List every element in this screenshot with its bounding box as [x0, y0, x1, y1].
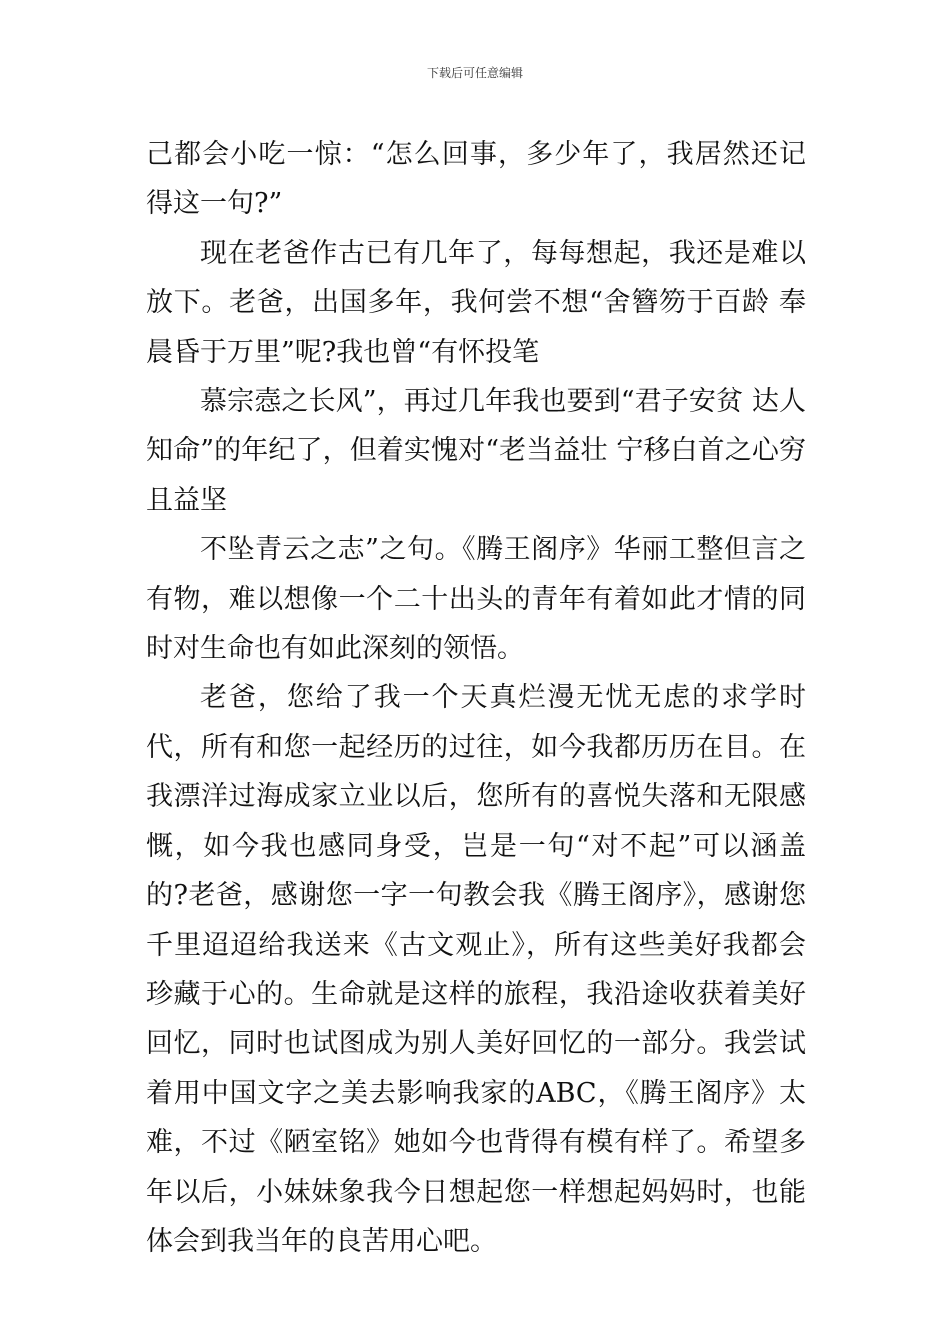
paragraph: 不坠青云之志”之句。《腾王阁序》华丽工整但言之有物，难以想像一个二十出头的青年有着如此才情的同时对生命也有如此深刻的领悟。 — [146, 534, 806, 665]
header-note: 下载后可任意编辑 — [426, 66, 523, 80]
paragraph: 现在老爸作古已有几年了，每每想起，我还是难以放下。老爸，出国多年，我何尝不想“舍簪笏于百龄 奉晨昏于万里”呢?我也曾“有怀投笔 — [146, 237, 806, 368]
page-header — [0, 66, 950, 80]
paragraph: 己都会小吃一惊：“怎么回事，多少年了，我居然还记得这一句?” — [146, 139, 806, 220]
paragraph: 慕宗悫之长风”，再过几年我也要到“君子安贫 达人知命”的年纪了，但着实愧对“老当益壮 宁移白首之心穷且益坚 — [146, 386, 806, 516]
document-body — [146, 130, 806, 1266]
paragraph: 老爸，您给了我一个天真烂漫无忧无虑的求学时代，所有和您一起经历的过往，如今我都历历在目。在我漂洋过海成家立业以后，您所有的喜悦失落和无限感慨，如今我也感同身受，岂是一句“对不起”可以涵盖的?老爸，感谢您一字一句教会我《腾王阁序》，感谢您千里迢迢给我送来《古文观止》，所有这些美好我都会珍藏于心的。生命就是这样的旅程，我沿途收获着美好回忆，同时也试图成为别人美好回忆的一部分。我尝试着用中国文字之美去影响我家的ABC，《腾王阁序》太难，不过《陋室铭》她如今也背得有模有样了。希望多年以后，小妹妹象我今日想起您一样想起妈妈时，也能体会到我当年的良苦用心吧。 — [146, 682, 806, 1257]
